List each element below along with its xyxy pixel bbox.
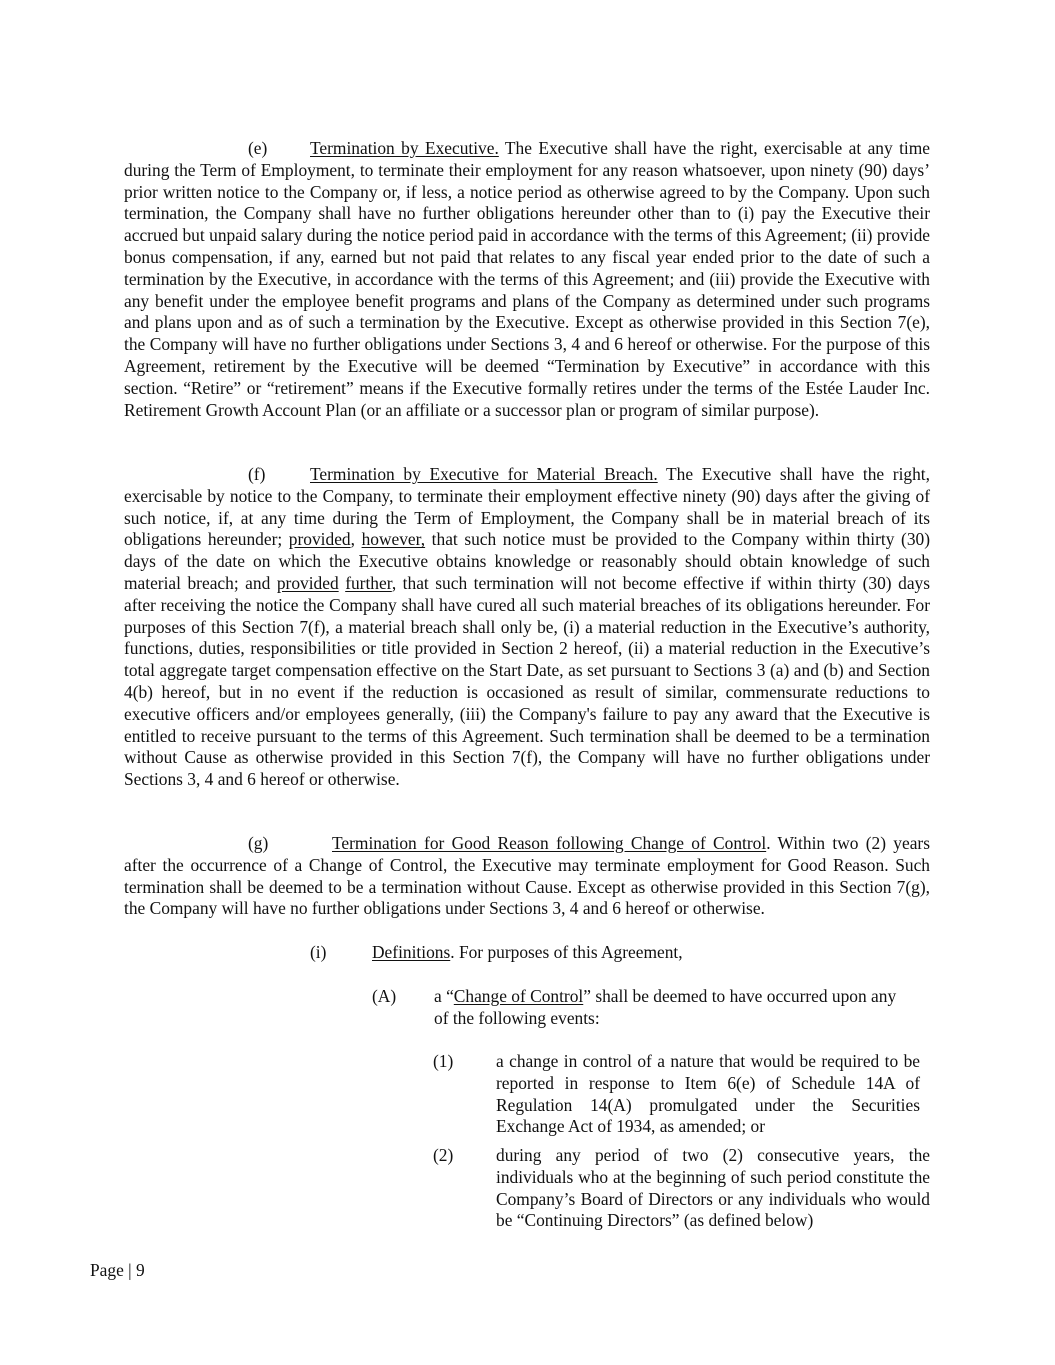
section-f-text-2: that such notice must be provided to the Company within thirty (30) days of the date on which the Executive obtains knowledge or reasonably should obtain knowledge of such material breach; and [124,529,930,593]
section-g-label: (g) [248,833,269,853]
item-A-post: ” shall be deemed to have occurred upon any of the following events: [434,986,897,1028]
section-f-heading: Termination by Executive for Material Breach. [310,464,658,484]
item-A-text [434,986,914,1030]
however-term: however, [361,529,426,550]
provided-term-2: provided [276,572,339,593]
indent [124,138,248,158]
definitions-text-wrap [372,942,683,964]
indent [124,833,248,853]
item-A-pre: a “ [434,986,454,1006]
section-g-text: . Within two (2) years after the occurrence of a Change of Control, the Executive may terminate employment for Good Reason. Such termination shall be deemed to be a termination without Cause. Except as otherwise provided in this Section 7(g), the Company will have no further obligations under Sections 3, 4 and 6 hereof or otherwise. [124,833,930,919]
indent [124,464,248,484]
section-f-label: (f) [248,464,266,484]
section-e-label: (e) [248,138,268,158]
section-f-paragraph [124,464,930,791]
definitions-text: . For purposes of this Agreement, [450,942,683,962]
item-1-label: (1) [433,1051,454,1071]
section-e-paragraph [124,138,930,421]
page-number-footer: Page | 9 [90,1260,145,1280]
change-of-control-term: Change of Control [453,986,584,1006]
provided-term-1: provided [288,529,351,550]
section-f-text-3: , that such termination will not become effective if within thirty (30) days after receiving the notice the Company shall have cured all such material breaches of its obligations hereunder. For purposes of this Section 7(f), a material breach shall only be, (i) a material reduction in the Executive’s authority, functions, duties, responsibilities or title provided in Section 2 hereof, (ii) a material reduction in the Executive’s total aggregate target compensation effective on the Start Date, as set pursuant to Sections 3 (a) and (b) and Section 4(b) hereof, but in no event if the reduction is occasioned as result of similar, commensurate reductions to executive officers and/or employees generally, (iii) the Company's failure to pay any award that the Executive is entitled to receive pursuant to the terms of this Agreement. Such termination shall be deemed to be a termination without Cause as otherwise provided in this Section 7(f), the Company will have no further obligations under Sections 3, 4 and 6 hereof or otherwise. [124,572,930,790]
comma: , [350,529,362,550]
item-1-text: a change in control of a nature that would be required to be reported in response to Item 6(e) of Schedule 14A of Regulation 14(A) promulgated under the Securities Exchange Act of 1934, as amended; or [496,1051,920,1137]
section-g-paragraph [124,833,930,920]
section-f-text-1: The Executive shall have the right, exercisable by notice to the Company, to terminate their employment effective ninety (90) days after the giving of such notice, if, at any time during the Term of Employment, the Company shall be in material breach of its obligations hereunder; [124,464,930,550]
section-g-heading: Termination for Good Reason following Change of Control [332,833,767,853]
section-e-heading: Termination by Executive. [310,138,499,158]
further-term: further [345,572,392,593]
item-2-text: during any period of two (2) consecutive years, the individuals who at the beginning of such period constitute the Company’s Board of Directors or any individuals who would be “Continuing Directors” (as defined below) [496,1145,930,1231]
definitions-heading: Definitions [372,942,451,962]
item-A-label: (A) [372,986,397,1006]
definitions-label: (i) [310,942,327,962]
section-e-text: The Executive shall have the right, exercisable at any time during the Term of Employment, to terminate their employment for any reason whatsoever, upon ninety (90) days’ prior written notice to the Company or, if less, a notice period as otherwise agreed to by the Company. Upon such termination, the Company shall have no further obligations hereunder other than to (i) pay the Executive their accrued but unpaid salary during the notice period paid in accordance with the terms of this Agreement; (ii) provide bonus compensation, if any, earned but not paid that relates to any fiscal year ended prior to the date of such a termination by the Executive, in accordance with the terms of this Agreement; and (iii) provide the Executive with any benefit under the employee benefit programs and plans of the Company as determined under such programs and plans upon and as of such a termination by the Executive. Except as otherwise provided in this Section 7(e), the Company will have no further obligations under Sections 3, 4 and 6 hereof or otherwise. For the purpose of this Agreement, retirement by the Executive will be deemed “Termination by Executive” in accordance with this section. “Retire” or “retirement” means if the Executive formally retires under the terms of the Estée Lauder Inc. Retirement Growth Account Plan (or an affiliate or a successor plan or program of similar purpose). [124,138,930,420]
item-2-label: (2) [433,1145,454,1165]
